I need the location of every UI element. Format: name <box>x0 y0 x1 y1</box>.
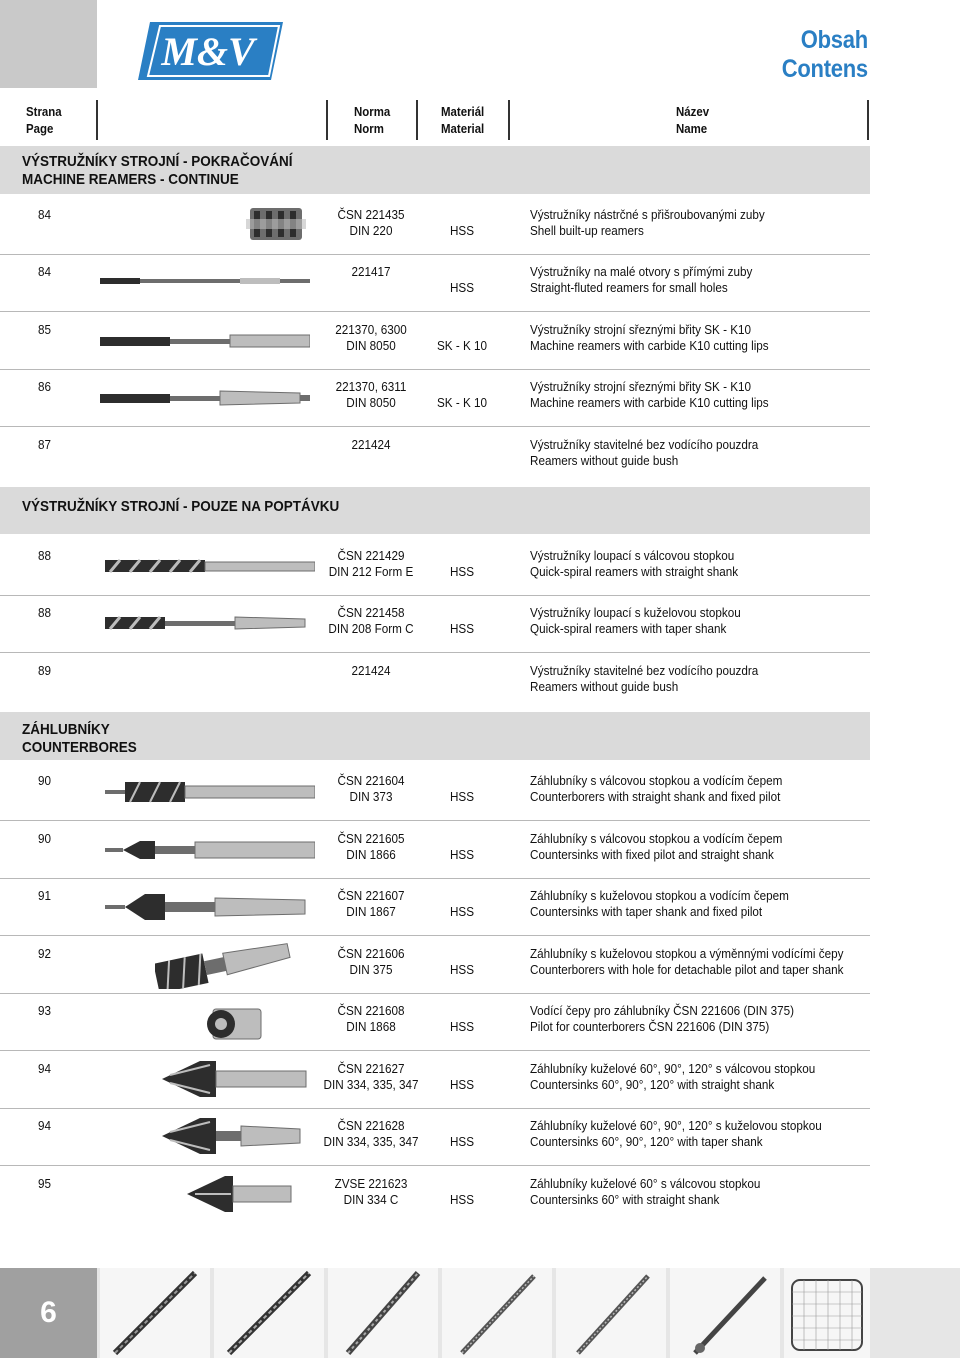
row-norm: ČSN 221435 <box>337 207 405 222</box>
row-name-en: Countersinks 60°, 90°, 120° with taper shank <box>530 1134 763 1149</box>
footer-tool-image <box>670 1268 780 1358</box>
row-page: 90 <box>38 831 52 846</box>
spiral-reamer-icon <box>105 555 315 582</box>
row-divider <box>0 1050 870 1051</box>
row-name-cz: Záhlubníky kuželové 60°, 90°, 120° s kuželovou stopkou <box>530 1118 822 1133</box>
row-page: 94 <box>38 1118 52 1133</box>
row-name-en: Machine reamers with carbide K10 cutting lips <box>530 395 769 410</box>
row-page: 91 <box>38 888 52 903</box>
row-page: 90 <box>38 773 52 788</box>
footer-grid-image <box>784 1268 870 1358</box>
row-divider <box>0 820 870 821</box>
table-row <box>0 313 870 370</box>
row-name-cz: Záhlubníky kuželové 60° s válcovou stopkou <box>530 1176 761 1191</box>
table-row <box>0 1167 870 1224</box>
section-title: VÝSTRUŽNÍKY STROJNÍ - POUZE NA POPTÁVKU <box>22 498 340 515</box>
section-subtitle: MACHINE REAMERS - CONTINUE <box>22 171 239 188</box>
row-material: HSS <box>449 1134 475 1149</box>
row-name-cz: Výstružníky stavitelné bez vodícího pouzdra <box>530 437 759 452</box>
column-divider <box>867 100 869 140</box>
row-name-cz: Záhlubníky s válcovou stopkou a vodícím čepem <box>530 773 783 788</box>
column-divider <box>416 100 418 140</box>
section-subtitle: COUNTERBORES <box>22 739 137 756</box>
row-name-cz: Výstružníky loupací s kuželovou stopkou <box>530 605 741 620</box>
row-divider <box>0 426 870 427</box>
column-divider <box>96 100 98 140</box>
row-norm: 221417 <box>351 264 391 279</box>
counterbore-icon <box>105 774 315 815</box>
row-norm-din: DIN 334, 335, 347 <box>323 1134 419 1149</box>
row-material: HSS <box>449 1192 475 1207</box>
row-name-cz: Výstružníky strojní sřeznými břity SK - K10 <box>530 379 752 394</box>
row-material: HSS <box>449 789 475 804</box>
table-row <box>0 1109 870 1166</box>
svg-text:M&V: M&V <box>161 29 255 74</box>
row-name-en: Counterborers with hole for detachable pilot and taper shank <box>530 962 844 977</box>
row-name-cz: Výstružníky strojní sřeznými břity SK - K10 <box>530 322 752 337</box>
single-flute-countersink-icon <box>185 1172 295 1221</box>
row-norm-din: DIN 373 <box>349 789 393 804</box>
row-norm-din: DIN 208 Form C <box>328 621 414 636</box>
section-header-counterbores <box>0 712 870 760</box>
table-row <box>0 654 870 711</box>
machine-reamer-icon <box>100 331 310 356</box>
table-row <box>0 539 870 596</box>
row-norm-din: DIN 1867 <box>346 904 396 919</box>
row-divider <box>0 311 870 312</box>
row-divider <box>0 935 870 936</box>
row-material: HSS <box>449 1019 475 1034</box>
row-name-cz: Záhlubníky s válcovou stopkou a vodícím čepem <box>530 831 783 846</box>
counterborer-taper-icon <box>155 939 295 994</box>
row-name-en: Quick-spiral reamers with straight shank <box>530 564 739 579</box>
row-norm: ČSN 221458 <box>337 605 405 620</box>
row-name-en: Countersinks 60°, 90°, 120° with straight shank <box>530 1077 775 1092</box>
table-row <box>0 764 870 821</box>
footer-drill-image <box>100 1268 210 1358</box>
row-norm: ČSN 221605 <box>337 831 405 846</box>
taper-reamer-icon <box>100 388 310 413</box>
row-page: 86 <box>38 379 52 394</box>
row-name-cz: Výstružníky nástrčné s přišroubovanými zuby <box>530 207 765 222</box>
row-name-cz: Záhlubníky kuželové 60°, 90°, 120° s válcovou stopkou <box>530 1061 816 1076</box>
row-name-en: Countersinks with fixed pilot and straight shank <box>530 847 774 862</box>
column-header-name: Název Name <box>676 104 710 136</box>
row-name-cz: Vodící čepy pro záhlubníky ČSN 221606 (DIN 375) <box>530 1003 795 1018</box>
column-divider <box>508 100 510 140</box>
countersink-taper-icon <box>105 890 315 929</box>
row-material: HSS <box>449 223 475 238</box>
table-row <box>0 255 870 312</box>
row-name-en: Reamers without guide bush <box>530 679 679 694</box>
row-norm: ČSN 221606 <box>337 946 405 961</box>
table-row <box>0 370 870 427</box>
section-header-machine-reamers <box>0 146 870 194</box>
row-material: HSS <box>449 621 475 636</box>
row-divider <box>0 1165 870 1166</box>
page-number: 6 <box>0 1268 97 1358</box>
row-norm: 221424 <box>351 437 391 452</box>
row-page: 87 <box>38 437 52 452</box>
table-row <box>0 879 870 936</box>
table-row <box>0 198 870 255</box>
header-grey-block <box>0 0 97 88</box>
row-material: SK - K 10 <box>436 338 488 353</box>
row-page: 85 <box>38 322 52 337</box>
row-name-cz: Záhlubníky s kuželovou stopkou a výměnnými vodícími čepy <box>530 946 844 961</box>
row-name-cz: Výstružníky stavitelné bez vodícího pouzdra <box>530 663 759 678</box>
row-material: HSS <box>449 904 475 919</box>
column-header-page: Strana Page <box>26 104 62 136</box>
row-norm: ČSN 221628 <box>337 1118 405 1133</box>
footer-drill-image <box>328 1268 438 1358</box>
row-name-en: Countersinks with taper shank and fixed pilot <box>530 904 763 919</box>
row-page: 89 <box>38 663 52 678</box>
row-page: 84 <box>38 264 52 279</box>
column-header-material: Materiál Material <box>441 104 485 136</box>
row-name-cz: Výstružníky na malé otvory s přímými zuby <box>530 264 753 279</box>
section-title: VÝSTRUŽNÍKY STROJNÍ - POKRAČOVÁNÍ <box>22 153 293 170</box>
company-logo <box>138 22 283 85</box>
row-name-en: Counterborers with straight shank and fixed pilot <box>530 789 781 804</box>
row-name-en: Reamers without guide bush <box>530 453 679 468</box>
row-norm-din: DIN 1868 <box>346 1019 396 1034</box>
section-header-on-request <box>0 487 870 534</box>
pilot-icon <box>205 999 265 1054</box>
row-name-en: Pilot for counterborers ČSN 221606 (DIN 375) <box>530 1019 770 1034</box>
row-name-en: Quick-spiral reamers with taper shank <box>530 621 727 636</box>
row-norm-din: DIN 334, 335, 347 <box>323 1077 419 1092</box>
row-norm-din: DIN 220 <box>349 223 393 238</box>
row-norm: ZVSE 221623 <box>334 1176 408 1191</box>
table-row <box>0 428 870 485</box>
row-name-en: Shell built-up reamers <box>530 223 644 238</box>
table-row <box>0 822 870 879</box>
footer-tap-image <box>442 1268 552 1358</box>
row-material: HSS <box>449 564 475 579</box>
cone-countersink-taper-icon <box>160 1114 310 1163</box>
row-name-en: Straight-fluted reamers for small holes <box>530 280 728 295</box>
row-page: 94 <box>38 1061 52 1076</box>
row-page: 92 <box>38 946 52 961</box>
small-reamer-icon <box>100 273 310 294</box>
row-name-en: Countersinks 60° with straight shank <box>530 1192 720 1207</box>
row-page: 88 <box>38 548 52 563</box>
row-material: HSS <box>449 1077 475 1092</box>
row-name-en: Machine reamers with carbide K10 cutting lips <box>530 338 769 353</box>
page-title: Obsah Contens <box>781 26 868 83</box>
row-page: 88 <box>38 605 52 620</box>
row-page: 95 <box>38 1176 52 1191</box>
row-norm: ČSN 221604 <box>337 773 405 788</box>
table-row <box>0 1052 870 1109</box>
row-name-cz: Záhlubníky s kuželovou stopkou a vodícím čepem <box>530 888 789 903</box>
row-norm: 221370, 6300 <box>335 322 407 337</box>
cone-countersink-icon <box>160 1057 310 1106</box>
row-norm-din: DIN 8050 <box>346 395 396 410</box>
footer-drill-image <box>214 1268 324 1358</box>
row-norm: 221424 <box>351 663 391 678</box>
table-row <box>0 596 870 653</box>
row-norm: ČSN 221627 <box>337 1061 405 1076</box>
countersink-pilot-icon <box>105 835 315 870</box>
column-divider <box>326 100 328 140</box>
row-material: HSS <box>449 847 475 862</box>
row-norm-din: DIN 334 C <box>343 1192 399 1207</box>
row-norm-din: DIN 212 Form E <box>328 564 414 579</box>
row-name-cz: Výstružníky loupací s válcovou stopkou <box>530 548 735 563</box>
shell-reamer-icon <box>246 202 306 251</box>
row-page: 84 <box>38 207 52 222</box>
row-material: SK - K 10 <box>436 395 488 410</box>
spiral-taper-reamer-icon <box>105 612 315 639</box>
table-row <box>0 994 870 1051</box>
row-material: HSS <box>449 962 475 977</box>
row-norm-din: DIN 1866 <box>346 847 396 862</box>
table-row <box>0 937 870 994</box>
row-norm-din: DIN 8050 <box>346 338 396 353</box>
footer-tap-image <box>556 1268 666 1358</box>
row-norm: 221370, 6311 <box>335 379 407 394</box>
row-norm: ČSN 221608 <box>337 1003 405 1018</box>
section-title: ZÁHLUBNÍKY <box>22 721 110 738</box>
column-header-norm: Norma Norm <box>354 104 391 136</box>
row-norm: ČSN 221429 <box>337 548 405 563</box>
row-norm-din: DIN 375 <box>349 962 393 977</box>
row-norm: ČSN 221607 <box>337 888 405 903</box>
row-material: HSS <box>449 280 475 295</box>
row-page: 93 <box>38 1003 52 1018</box>
row-divider <box>0 652 870 653</box>
